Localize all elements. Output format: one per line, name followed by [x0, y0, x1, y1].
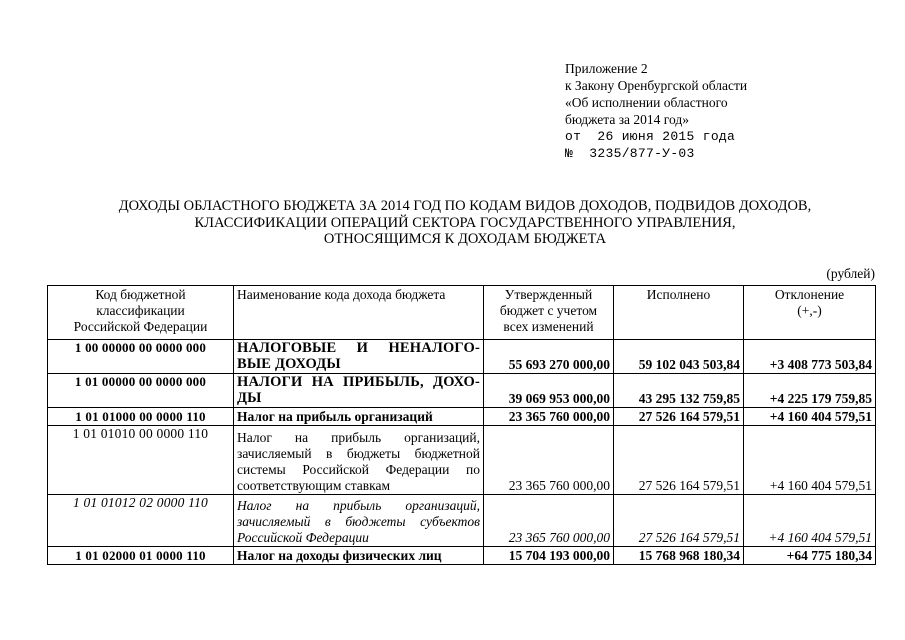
row-deviation: +4 160 404 579,51 — [744, 408, 876, 426]
row-deviation: +4 225 179 759,85 — [744, 374, 876, 408]
row-name-line: НАЛОГИ НА ПРИБЫЛЬ, ДОХО- — [237, 374, 480, 390]
row-executed: 43 295 132 759,85 — [614, 374, 744, 408]
header-executed: Исполнено — [614, 286, 744, 340]
row-code: 1 01 02000 01 0000 110 — [48, 547, 234, 565]
row-executed: 15 768 968 180,34 — [614, 547, 744, 565]
document-title — [40, 198, 890, 248]
row-deviation: +4 160 404 579,51 — [744, 495, 876, 547]
header-deviation-line: Отклонение — [774, 287, 845, 302]
table-row — [48, 495, 876, 547]
row-code: 1 01 01010 00 0000 110 — [48, 426, 234, 495]
row-approved: 39 069 953 000,00 — [484, 374, 614, 408]
table-row — [48, 374, 876, 408]
row-name-line: НАЛОГОВЫЕ И НЕНАЛОГО- — [237, 340, 480, 356]
appendix-line: «Об исполнении областного — [565, 95, 728, 110]
header-code-line: классификации — [96, 303, 185, 318]
appendix-line: бюджета за 2014 год» — [565, 112, 689, 127]
row-executed: 27 526 164 579,51 — [614, 495, 744, 547]
appendix-line: Приложение 2 — [565, 61, 648, 76]
row-name-line: ДЫ — [237, 390, 262, 406]
table-row — [48, 408, 876, 426]
revenue-table — [47, 285, 876, 565]
row-approved: 23 365 760 000,00 — [484, 426, 614, 495]
row-executed: 27 526 164 579,51 — [614, 426, 744, 495]
row-name: Налог на прибыль организаций, зачисляемый в бюджеты бюджетной системы Российской Федерации по соответствующим ставкам — [234, 426, 484, 495]
row-name: Налог на доходы физических лиц — [234, 547, 484, 565]
row-code: 1 01 00000 00 0000 000 — [48, 374, 234, 408]
title-line: ОТНОСЯЩИМСЯ К ДОХОДАМ БЮДЖЕТА — [323, 231, 607, 247]
appendix-number: № 3235/877-У-03 — [565, 146, 695, 161]
row-executed: 59 102 043 503,84 — [614, 340, 744, 374]
header-code — [48, 286, 234, 340]
header-name: Наименование кода дохода бюджета — [234, 286, 484, 340]
appendix-line: к Закону Оренбургской области — [565, 78, 748, 93]
row-name: Налог на прибыль организаций, зачисляемый в бюджеты субъектов Российской Федерации — [234, 495, 484, 547]
row-code: 1 00 00000 00 0000 000 — [48, 340, 234, 374]
table-header-row — [48, 286, 876, 340]
header-deviation-line: (+,-) — [797, 303, 822, 318]
units-label: (рублей) — [826, 266, 875, 281]
row-approved: 23 365 760 000,00 — [484, 495, 614, 547]
row-name — [234, 340, 484, 374]
table-row — [48, 340, 876, 374]
row-approved: 15 704 193 000,00 — [484, 547, 614, 565]
header-approved-line: бюджет с учетом — [499, 303, 598, 318]
row-deviation: +3 408 773 503,84 — [744, 340, 876, 374]
row-code: 1 01 01000 00 0000 110 — [48, 408, 234, 426]
appendix-date: от 26 июня 2015 года — [565, 129, 736, 144]
row-deviation: +4 160 404 579,51 — [744, 426, 876, 495]
table-row — [48, 547, 876, 565]
header-approved-line: Утвержденный — [504, 287, 593, 302]
table-row — [48, 426, 876, 495]
title-line: КЛАССИФИКАЦИИ ОПЕРАЦИЙ СЕКТОРА ГОСУДАРСТВЕННОГО УПРАВЛЕНИЯ, — [194, 214, 736, 231]
row-name: Налог на прибыль организаций — [234, 408, 484, 426]
title-line: ДОХОДЫ ОБЛАСТНОГО БЮДЖЕТА ЗА 2014 ГОД ПО КОДАМ ВИДОВ ДОХОДОВ, ПОДВИДОВ ДОХОДОВ, — [118, 198, 812, 214]
appendix-block — [565, 60, 747, 162]
row-deviation: +64 775 180,34 — [744, 547, 876, 565]
row-approved: 23 365 760 000,00 — [484, 408, 614, 426]
header-deviation — [744, 286, 876, 340]
header-approved — [484, 286, 614, 340]
row-code: 1 01 01012 02 0000 110 — [48, 495, 234, 547]
header-code-line: Код бюджетной — [95, 287, 186, 302]
row-executed: 27 526 164 579,51 — [614, 408, 744, 426]
header-approved-line: всех изменений — [503, 319, 594, 334]
row-name-line: ВЫЕ ДОХОДЫ — [237, 356, 341, 372]
row-name — [234, 374, 484, 408]
row-approved: 55 693 270 000,00 — [484, 340, 614, 374]
header-code-line: Российской Федерации — [73, 319, 208, 334]
